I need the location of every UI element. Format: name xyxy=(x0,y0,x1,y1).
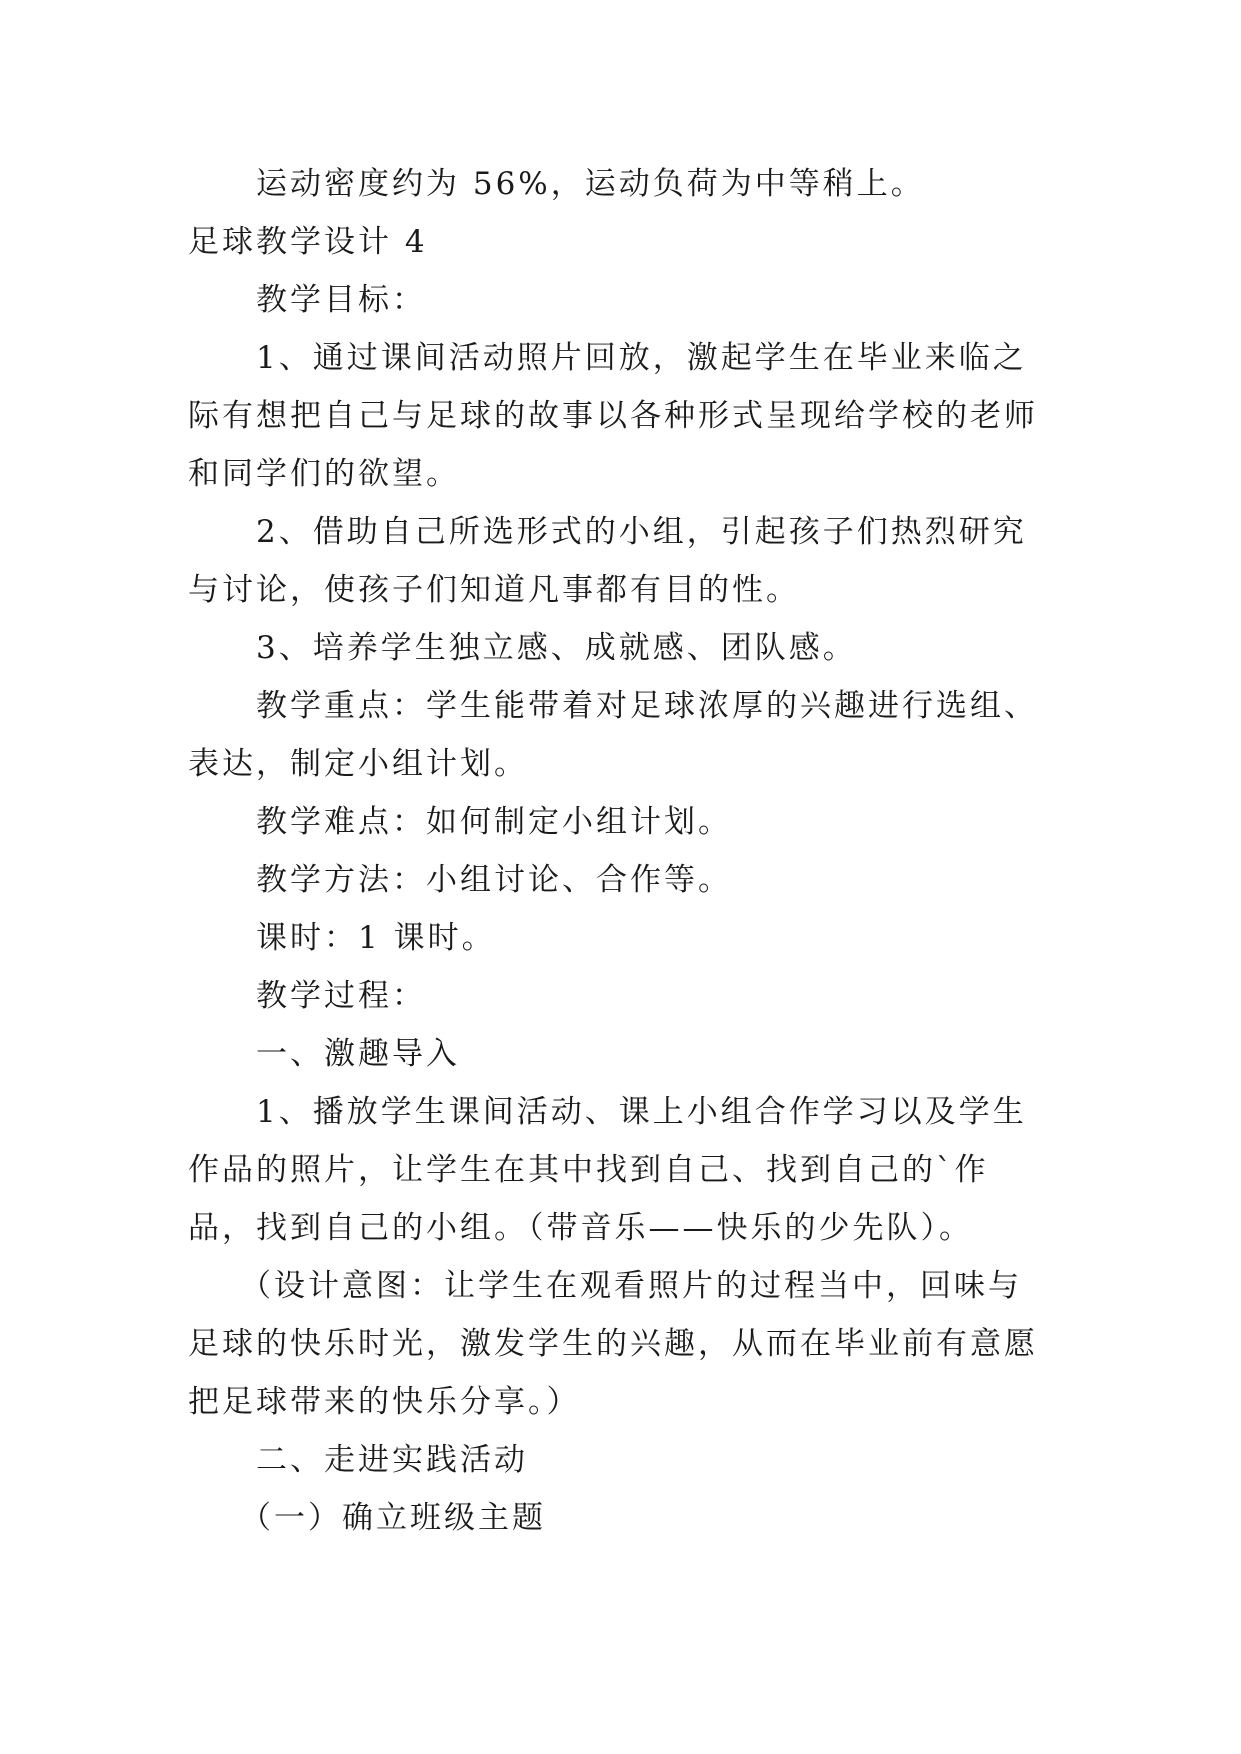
paragraph-exercise-density: 运动密度约为 56%，运动负荷为中等稍上。 xyxy=(256,166,925,202)
teaching-process-heading: 教学过程： xyxy=(256,978,426,1014)
step-1-item-1: 1、播放学生课间活动、课上小组合作学习以及学生作品的照片，让学生在其中找到自己、找到自己的`作品，找到自己的小组。（带音乐——快乐的少先队）。 xyxy=(188,1094,1027,1246)
teaching-key-point: 教学重点：学生能带着对足球浓厚的兴趣进行选组、表达，制定小组计划。 xyxy=(188,688,1038,782)
design-intent-note: （设计意图：让学生在观看照片的过程当中，回味与足球的快乐时光，激发学生的兴趣，从而在毕业前有意愿把足球带来的快乐分享。） xyxy=(188,1268,1038,1420)
document-page xyxy=(188,155,1050,1547)
section-title: 足球教学设计 4 xyxy=(188,224,428,260)
teaching-goals-heading: 教学目标： xyxy=(256,282,426,318)
step-1-heading: 一、激趣导入 xyxy=(256,1036,460,1072)
class-hours: 课时：1 课时。 xyxy=(256,920,496,956)
goal-item-3: 3、培养学生独立感、成就感、团队感。 xyxy=(256,630,857,666)
step-2-sub-heading: （一）确立班级主题 xyxy=(240,1500,546,1536)
goal-item-2: 2、借助自己所选形式的小组，引起孩子们热烈研究与讨论，使孩子们知道凡事都有目的性。 xyxy=(188,514,1027,608)
goal-item-1: 1、通过课间活动照片回放，激起学生在毕业来临之际有想把自己与足球的故事以各种形式呈现给学校的老师和同学们的欲望。 xyxy=(188,340,1038,492)
teaching-difficulty: 教学难点：如何制定小组计划。 xyxy=(256,804,732,840)
teaching-method: 教学方法：小组讨论、合作等。 xyxy=(256,862,732,898)
step-2-heading: 二、走进实践活动 xyxy=(256,1442,528,1478)
